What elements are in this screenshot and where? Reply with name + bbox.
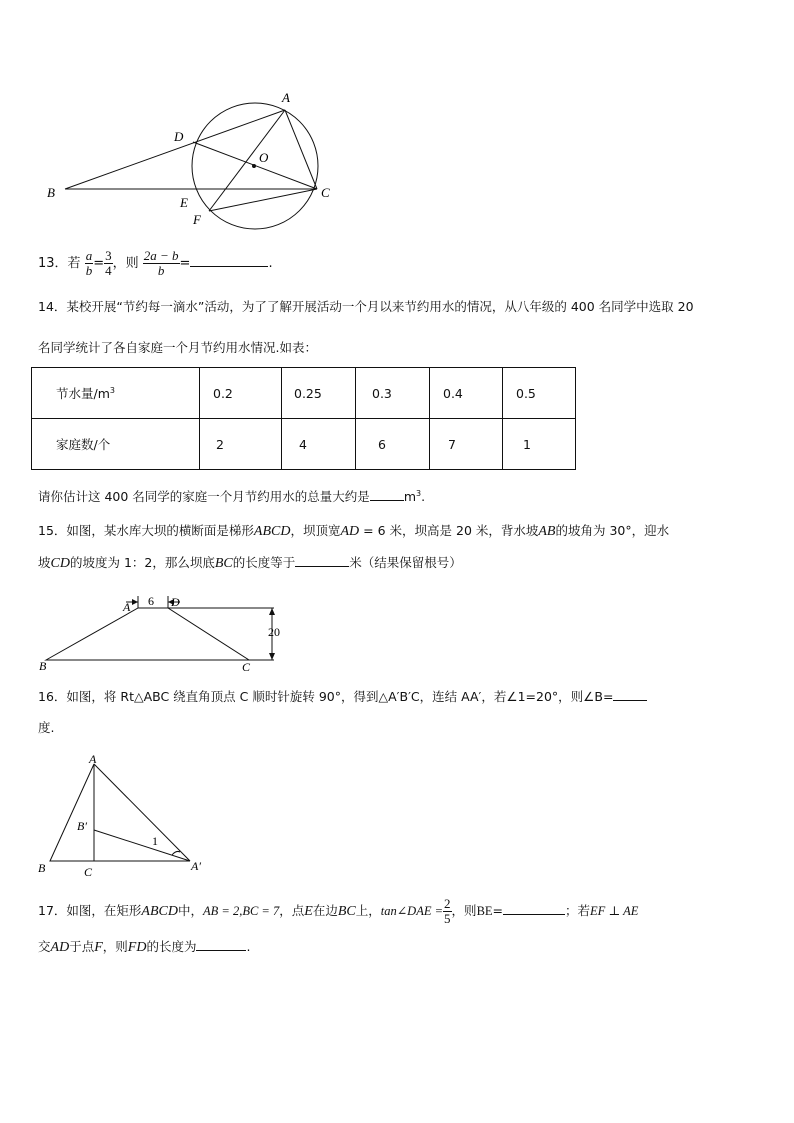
table-cell: 1 xyxy=(503,419,576,470)
q14-estimate-text: 请你估计这 400 名同学的家庭一个月节约用水的总量大约是 xyxy=(38,489,370,505)
q13-ruo: 若 xyxy=(67,256,81,271)
table-cell: 4 xyxy=(282,419,356,470)
label-b: B xyxy=(39,659,47,673)
q17-text: 交 xyxy=(38,939,51,954)
table-header-cell xyxy=(32,368,200,419)
period: . xyxy=(268,256,273,271)
q15-line-1 xyxy=(38,521,669,542)
q15-text: 米（结果保留根号） xyxy=(349,555,462,570)
label-c: C xyxy=(242,660,251,674)
math-abcd: ABCD xyxy=(141,904,178,919)
q15-text: 15．如图，某水库大坝的横断面是梯形 xyxy=(38,523,254,538)
q15-line-2 xyxy=(38,552,462,574)
unit-m: m xyxy=(403,489,416,505)
q17-text: ，则 xyxy=(451,903,477,918)
segment-bprime-aprime xyxy=(94,830,190,861)
figure-circle xyxy=(40,86,340,236)
segment-fc xyxy=(209,189,317,211)
water-saving-table xyxy=(31,367,576,470)
q15-text: 的坡度为 1：2，那么坝底 xyxy=(69,555,215,570)
equals: = xyxy=(93,256,105,271)
table-cell: 2 xyxy=(200,419,282,470)
header-text: 节水量/m xyxy=(56,386,110,401)
label-c: C xyxy=(84,865,93,879)
math-be: BE xyxy=(476,904,493,918)
center-point xyxy=(252,164,256,168)
math-f: F xyxy=(94,940,103,955)
label-c: C xyxy=(321,185,330,200)
q17-line-1 xyxy=(38,896,638,927)
math-cd: CD xyxy=(50,556,70,571)
triangle-abc xyxy=(50,764,94,861)
math-condition: AB = 2,BC = 7 xyxy=(202,904,280,918)
table-cell: 0.5 xyxy=(503,368,576,419)
q17-line-2 xyxy=(38,936,250,958)
q17-text: 17．如图，在矩形 xyxy=(38,903,142,918)
q17-text: ；若 xyxy=(565,903,591,918)
q13-ze: ，则 xyxy=(112,256,139,271)
q15-text: = 6 米，坝高是 20 米，背水坡 xyxy=(359,523,539,538)
frac-den: 5 xyxy=(444,911,451,926)
label-one: 1 xyxy=(152,834,158,848)
math-ad: AD xyxy=(340,524,360,539)
math-e: E xyxy=(304,904,313,919)
math-ab: AB xyxy=(538,524,556,539)
q16-text: 16．如图，将 Rt△ABC 绕直角顶点 C 顺时针旋转 90°，得到△A′B′C，连结 AA′，若∠1=20°，则∠B= xyxy=(38,689,614,704)
label-f: F xyxy=(193,212,201,227)
q17-text: 中， xyxy=(177,903,203,918)
segment-af xyxy=(209,110,285,211)
q17-text: 在边 xyxy=(312,903,338,918)
figure-rotated-triangle xyxy=(34,750,224,880)
table-cell: 0.4 xyxy=(430,368,503,419)
frac-den: 4 xyxy=(105,263,112,278)
q15-text: 坡 xyxy=(38,555,51,570)
q14-line-3 xyxy=(38,484,425,507)
q16-line-1 xyxy=(38,686,647,707)
label-e: E xyxy=(180,195,188,210)
math-ad: AD xyxy=(50,940,70,955)
frac-num: 3 xyxy=(105,248,112,263)
arrow-up-icon xyxy=(269,608,275,615)
answer-blank[interactable] xyxy=(190,252,268,267)
frac-den: b xyxy=(157,263,165,278)
label-bprime: B′ xyxy=(77,819,87,833)
table-cell: 0.3 xyxy=(356,368,430,419)
q14-line-2: 名同学统计了各自家庭一个月节约用水情况.如表： xyxy=(38,340,317,355)
segment-a-aprime xyxy=(94,764,190,861)
label-a: A xyxy=(89,752,97,766)
table-header-cell: 家庭数/个 xyxy=(32,419,200,470)
label-aprime: A′ xyxy=(191,859,201,873)
answer-blank[interactable] xyxy=(503,900,565,915)
table-cell: 7 xyxy=(430,419,503,470)
fraction-3-over-4 xyxy=(104,249,113,278)
answer-blank[interactable] xyxy=(196,936,246,951)
q17-text: ，点 xyxy=(279,903,305,918)
table-cell: 0.25 xyxy=(282,368,356,419)
math-ef-perp-ae: EF ⊥ AE xyxy=(590,904,639,918)
answer-blank[interactable] xyxy=(370,486,404,501)
label-a: A xyxy=(123,600,131,614)
q17-text: 于点 xyxy=(69,939,95,954)
period: . xyxy=(246,939,251,954)
angle-1-arc xyxy=(172,851,180,855)
answer-blank[interactable] xyxy=(295,552,349,567)
math-tan: tan∠DAE = xyxy=(380,904,444,918)
label-d: D xyxy=(174,129,184,144)
fraction-a-over-b xyxy=(85,249,94,278)
frac-num: 2a − b xyxy=(143,248,179,263)
fraction-2a-b-over-b xyxy=(143,249,180,278)
label-six: 6 xyxy=(148,594,154,608)
q17-text: 上， xyxy=(355,903,381,918)
q15-text: 的长度等于 xyxy=(232,555,296,570)
math-abcd: ABCD xyxy=(253,524,291,539)
q17-text: ，则 xyxy=(102,939,128,954)
q15-text: 的坡角为 30°，迎水 xyxy=(555,523,670,538)
superscript: 3 xyxy=(416,489,422,498)
q14-line-1: 14．某校开展“节约每一滴水”活动，为了了解开展活动一个月以来节约用水的情况，从八年级的 400 名同学中选取 20 xyxy=(38,299,694,314)
label-b: B xyxy=(38,861,46,875)
table-row xyxy=(32,368,576,419)
math-fd: FD xyxy=(127,940,147,955)
question-13 xyxy=(38,247,273,281)
segment-ba xyxy=(65,110,285,189)
trapezoid xyxy=(46,608,249,660)
table-cell: 6 xyxy=(356,419,430,470)
q17-text: 的长度为 xyxy=(146,939,197,954)
math-bc: BC xyxy=(214,556,233,571)
label-a: A xyxy=(282,90,290,105)
label-twenty: 20 xyxy=(268,625,280,639)
fraction-2-over-5 xyxy=(443,897,452,926)
label-o: O xyxy=(259,150,269,165)
math-bc: BC xyxy=(337,904,356,919)
frac-den: b xyxy=(85,263,93,278)
superscript: 3 xyxy=(109,385,115,395)
equals: = xyxy=(492,903,504,918)
segment-ac xyxy=(285,110,317,189)
q16-line-2: 度. xyxy=(38,720,55,735)
q15-text: ，坝顶宽 xyxy=(290,523,341,538)
figure-trapezoid-dam xyxy=(36,588,296,676)
equals: = xyxy=(179,256,191,271)
label-d: D xyxy=(171,595,180,609)
period: . xyxy=(421,489,426,505)
arrow-down-icon xyxy=(269,653,275,660)
table-row xyxy=(32,419,576,470)
label-b: B xyxy=(47,185,55,200)
frac-num: 2 xyxy=(444,896,451,911)
answer-blank[interactable] xyxy=(613,686,647,701)
q13-number: 13． xyxy=(38,256,68,271)
table-cell: 0.2 xyxy=(200,368,282,419)
frac-num: a xyxy=(85,248,93,263)
arrow-right-icon xyxy=(132,599,138,605)
